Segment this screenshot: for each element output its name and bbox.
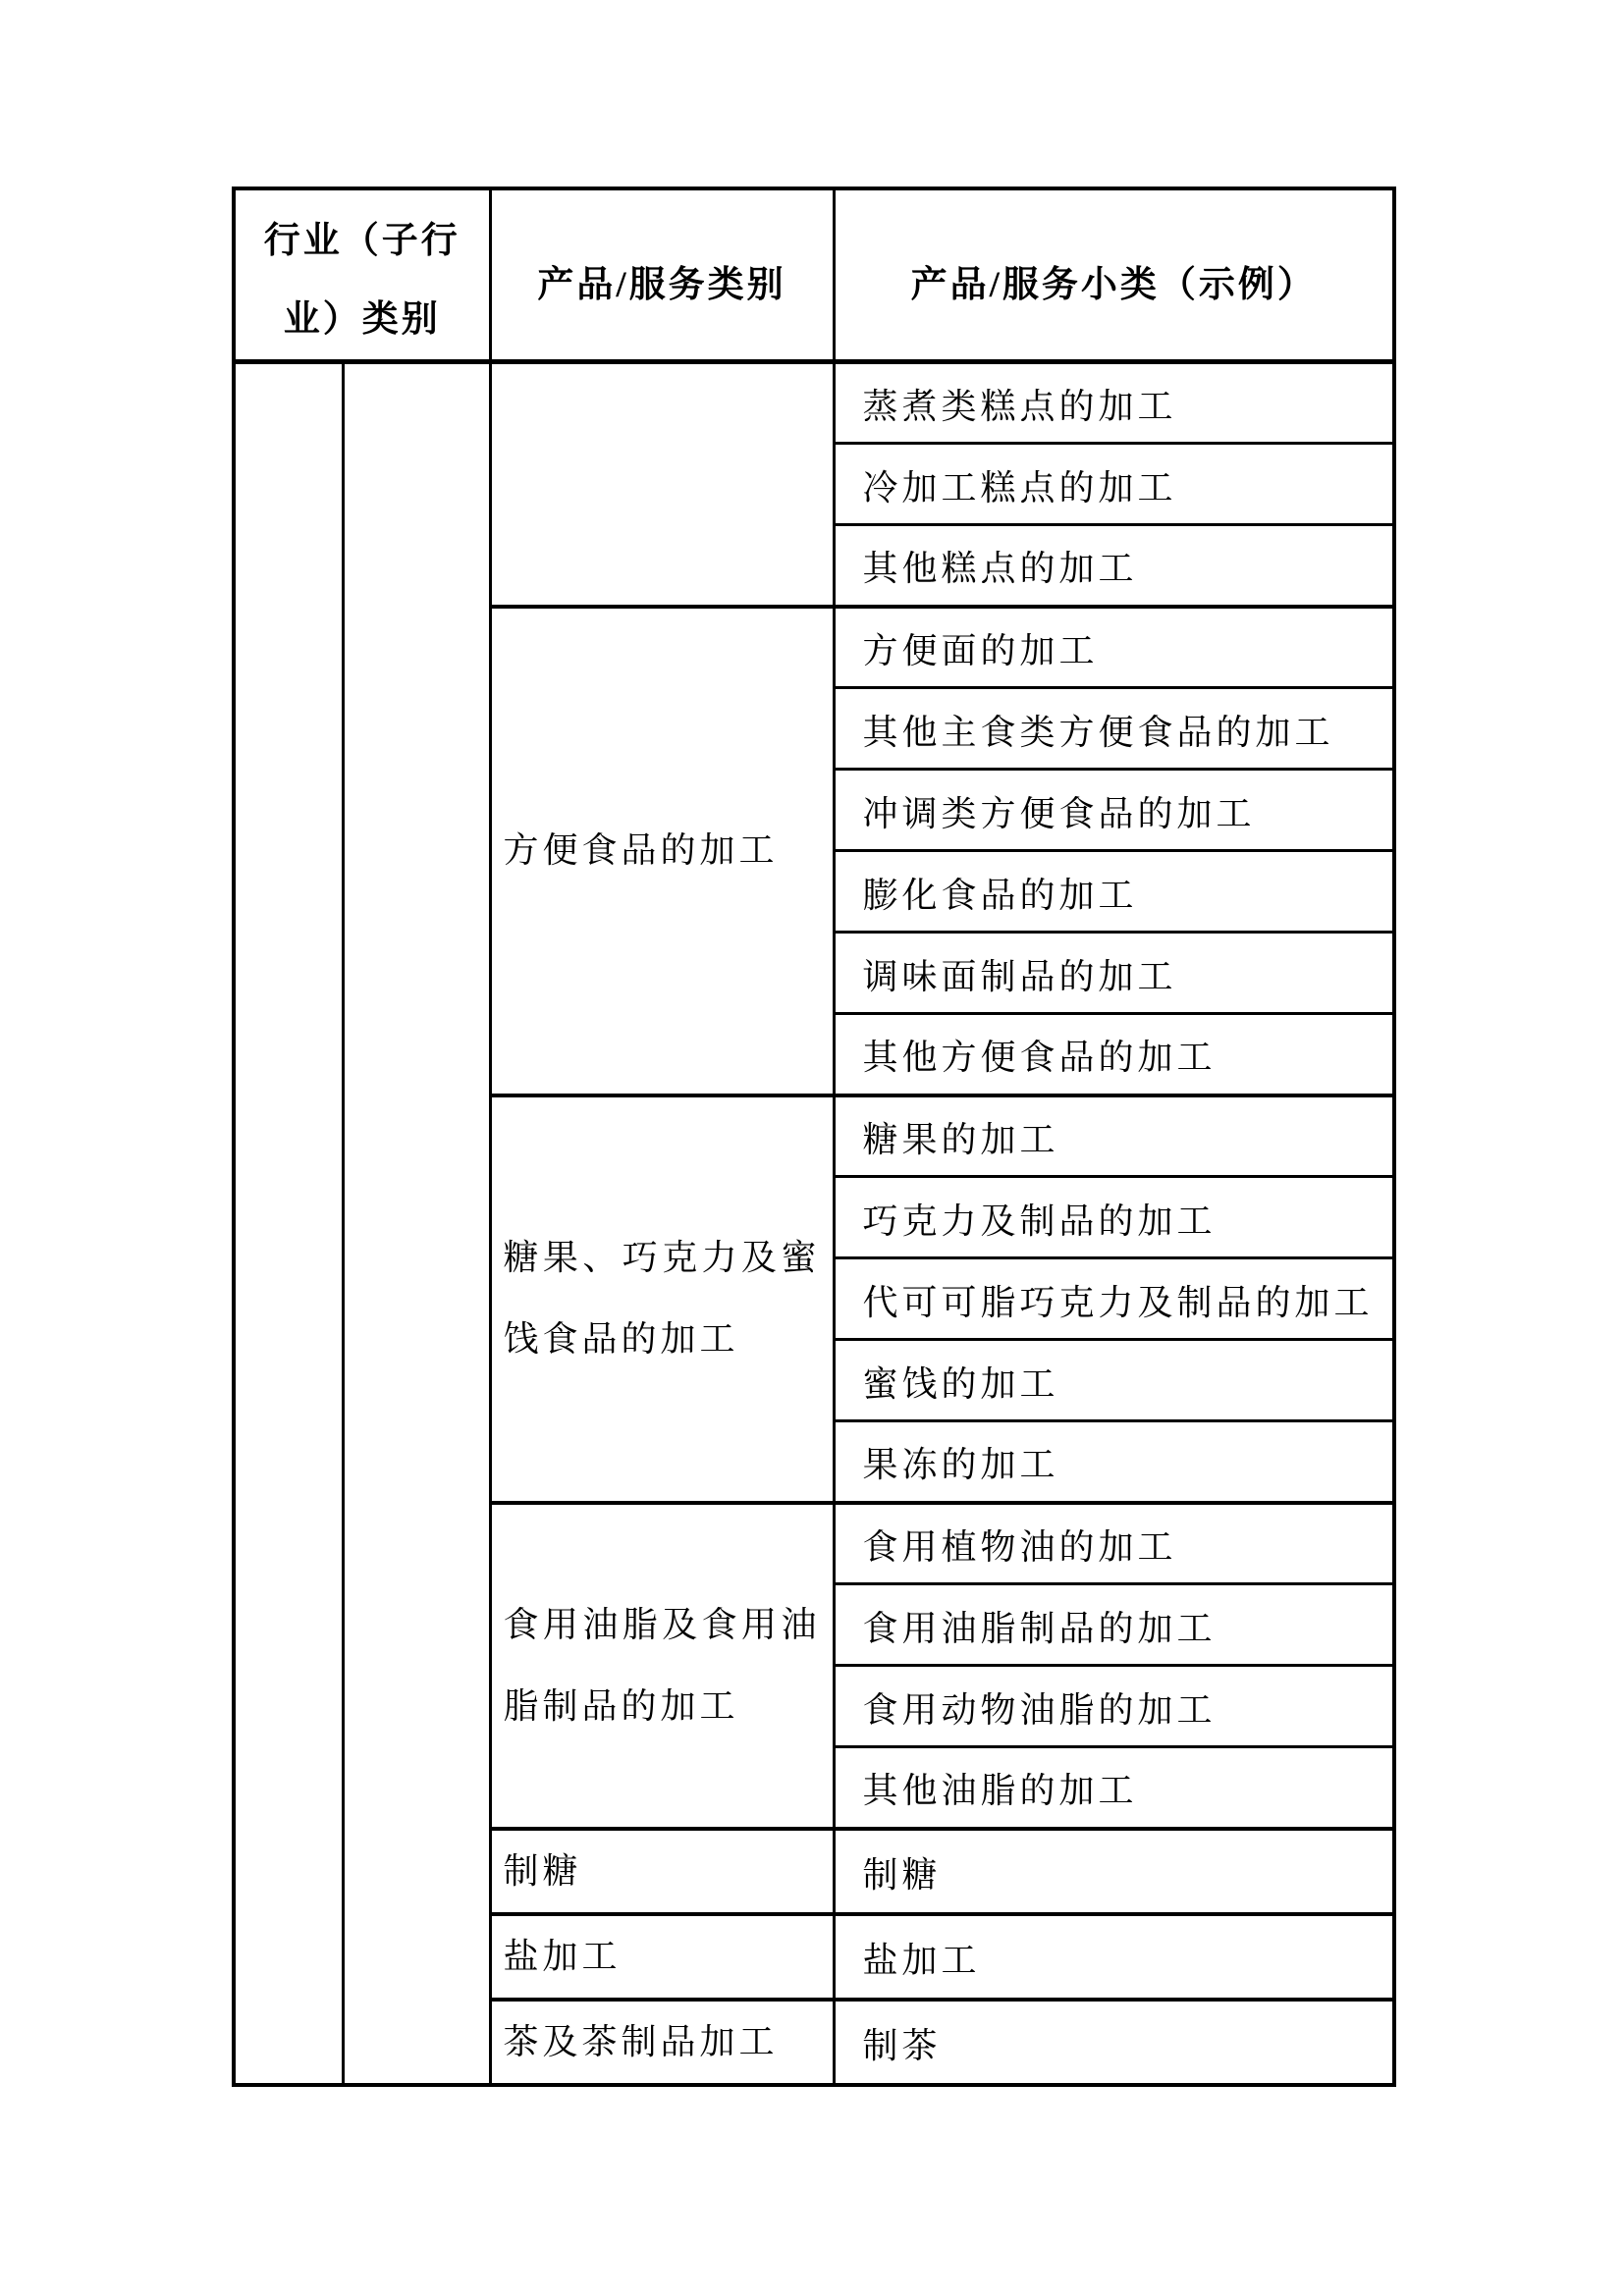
product-category-cell: 制糖 bbox=[490, 1829, 834, 1914]
product-subcategory-cell: 代可可脂巧克力及制品的加工 bbox=[834, 1258, 1394, 1340]
product-subcategory-cell: 其他主食类方便食品的加工 bbox=[834, 688, 1394, 770]
product-subcategory-cell: 调味面制品的加工 bbox=[834, 933, 1394, 1014]
table-body bbox=[234, 362, 1394, 2085]
header-product-service-category: 产品/服务类别 bbox=[490, 188, 834, 362]
product-category-cell: 糖果、巧克力及蜜饯食品的加工 bbox=[490, 1095, 834, 1503]
product-subcategory-cell: 其他方便食品的加工 bbox=[834, 1014, 1394, 1095]
product-category-cell: 食用油脂及食用油脂制品的加工 bbox=[490, 1503, 834, 1829]
sub-industry-category-empty-cell bbox=[343, 362, 490, 2085]
product-category-cell: 方便食品的加工 bbox=[490, 607, 834, 1095]
product-subcategory-cell: 方便面的加工 bbox=[834, 607, 1394, 688]
header-product-service-subcategory: 产品/服务小类（示例） bbox=[834, 188, 1394, 362]
product-category-cell bbox=[490, 362, 834, 607]
product-subcategory-cell: 食用油脂制品的加工 bbox=[834, 1584, 1394, 1666]
header-industry-category bbox=[234, 188, 490, 362]
product-subcategory-cell: 蜜饯的加工 bbox=[834, 1340, 1394, 1421]
product-subcategory-cell: 冷加工糕点的加工 bbox=[834, 444, 1394, 525]
product-subcategory-cell: 其他油脂的加工 bbox=[834, 1747, 1394, 1829]
table-row bbox=[234, 362, 1394, 444]
product-subcategory-cell: 其他糕点的加工 bbox=[834, 525, 1394, 607]
product-subcategory-cell: 食用植物油的加工 bbox=[834, 1503, 1394, 1584]
header-industry-category-line2: 业）类别 bbox=[283, 299, 441, 340]
product-subcategory-cell: 制茶 bbox=[834, 2000, 1394, 2085]
product-subcategory-cell: 食用动物油脂的加工 bbox=[834, 1666, 1394, 1747]
industry-category-empty-cell bbox=[234, 362, 343, 2085]
product-subcategory-cell: 糖果的加工 bbox=[834, 1095, 1394, 1177]
product-category-cell: 茶及茶制品加工 bbox=[490, 2000, 834, 2085]
product-subcategory-cell: 蒸煮类糕点的加工 bbox=[834, 362, 1394, 444]
product-subcategory-cell: 果冻的加工 bbox=[834, 1421, 1394, 1503]
header-row bbox=[234, 188, 1394, 362]
product-subcategory-cell: 制糖 bbox=[834, 1829, 1394, 1914]
product-subcategory-cell: 冲调类方便食品的加工 bbox=[834, 770, 1394, 851]
product-subcategory-cell: 巧克力及制品的加工 bbox=[834, 1177, 1394, 1258]
header-industry-category-line1: 行业（子行 bbox=[263, 221, 460, 261]
product-subcategory-cell: 盐加工 bbox=[834, 1914, 1394, 2000]
product-subcategory-cell: 膨化食品的加工 bbox=[834, 851, 1394, 933]
industry-product-service-table bbox=[232, 187, 1396, 2087]
product-category-cell: 盐加工 bbox=[490, 1914, 834, 2000]
